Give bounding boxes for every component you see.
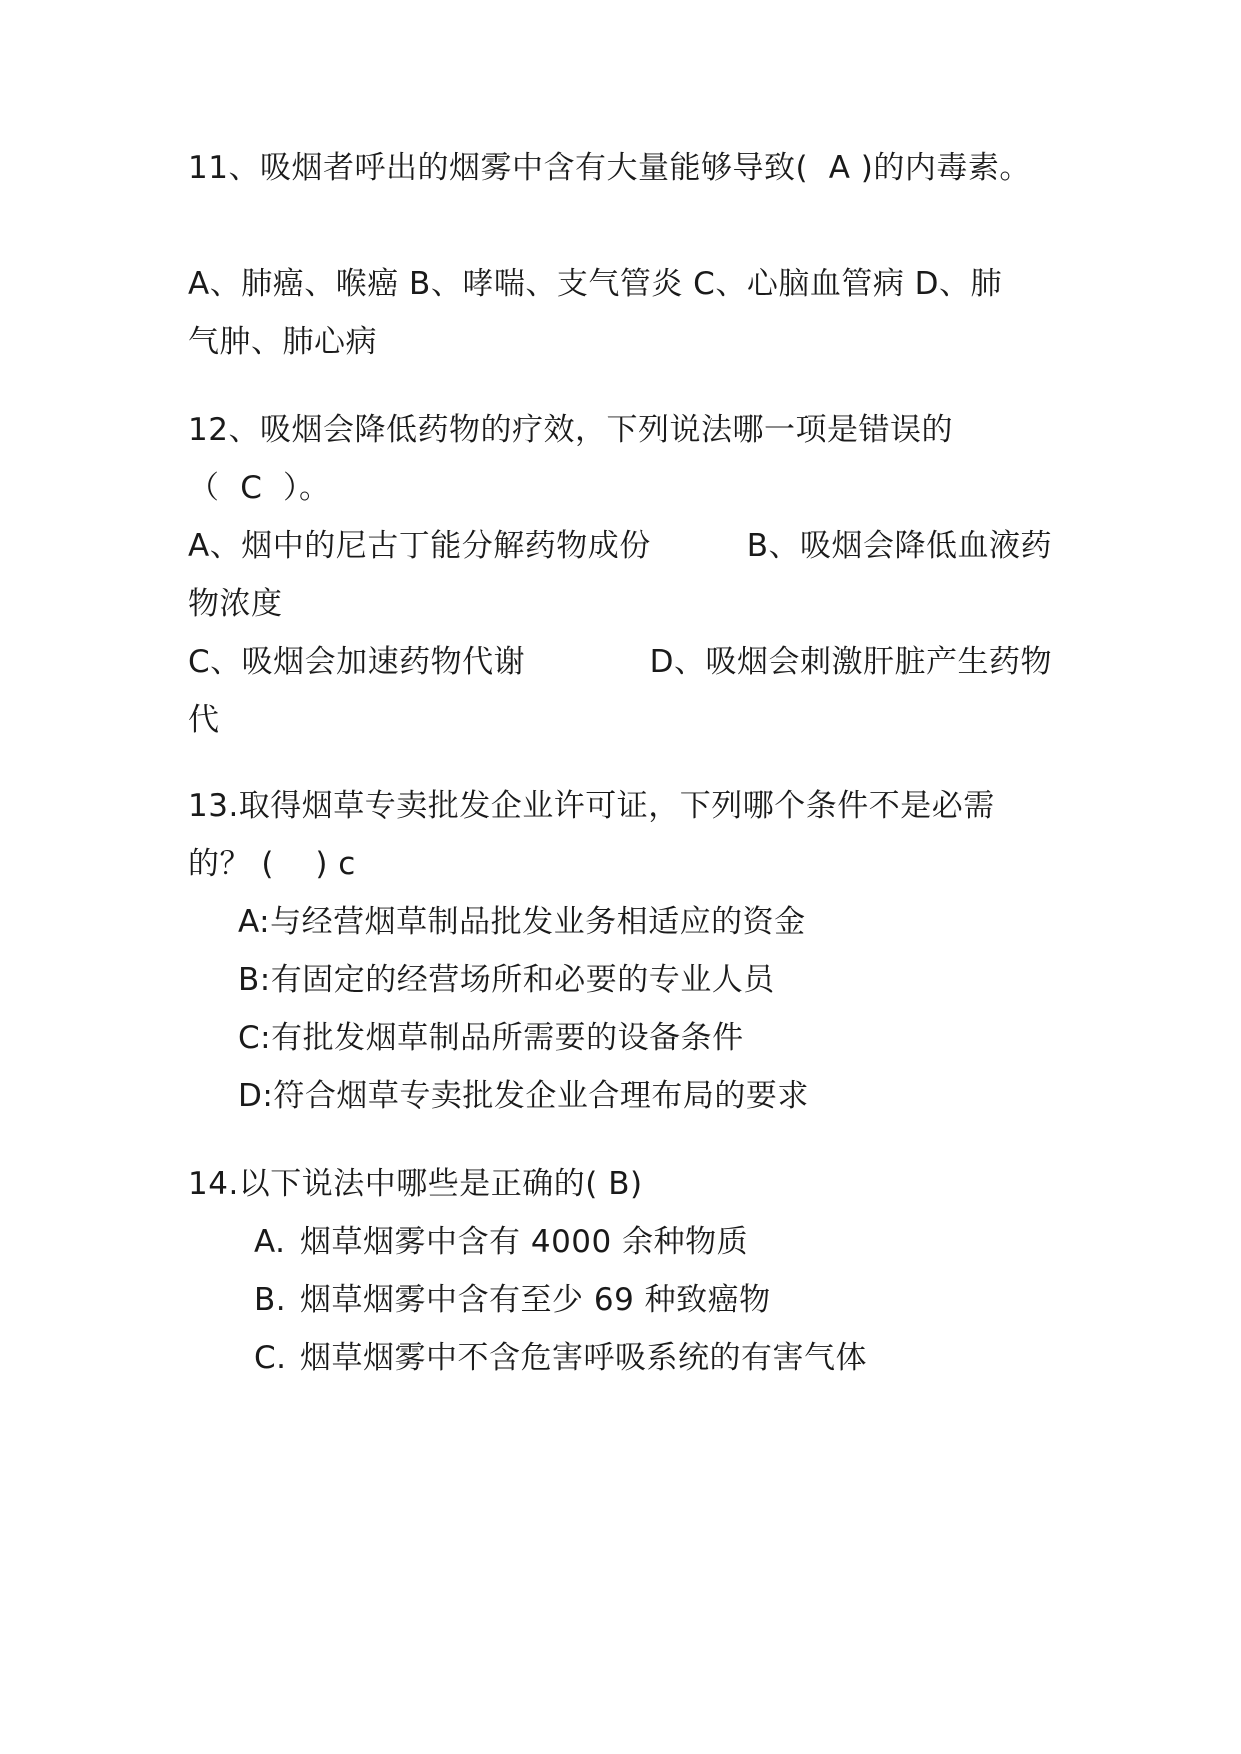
q14-option-a-text: 烟草烟雾中含有 4000 余种物质 [300, 1224, 749, 1260]
q12-option-b: B、吸烟会降低血液药 [746, 528, 1052, 564]
q14-option-c-label: C. [254, 1340, 287, 1376]
q12-option-d-cont: 代 [188, 702, 220, 738]
q14-stem: 14.以下说法中哪些是正确的( B) [188, 1166, 643, 1202]
q12-option-d: D、吸烟会刺激肝脏产生药物 [649, 644, 1052, 680]
q14-option-c-text: 烟草烟雾中不含危害呼吸系统的有害气体 [300, 1340, 867, 1376]
q12-options-row2 [188, 642, 1052, 682]
q14-option-a [254, 1222, 748, 1262]
q13-option-a: A:与经营烟草制品批发业务相适应的资金 [238, 904, 806, 940]
q12-stem-line2: （ C ）。 [188, 470, 331, 506]
q14-option-a-label: A. [254, 1224, 286, 1260]
q14-option-c [254, 1338, 867, 1378]
q13-option-c: C:有批发烟草制品所需要的设备条件 [238, 1020, 744, 1056]
q13-option-d: D:符合烟草专卖批发企业合理布局的要求 [238, 1078, 809, 1114]
q11-options-line1: A、肺癌、喉癌 B、哮喘、支气管炎 C、心脑血管病 D、肺 [188, 266, 1003, 302]
q12-option-c: C、吸烟会加速药物代谢 [188, 644, 526, 680]
q14-option-b-label: B. [254, 1282, 287, 1318]
q13-stem-line1: 13.取得烟草专卖批发企业许可证，下列哪个条件不是必需 [188, 788, 995, 824]
q11-stem: 11、吸烟者呼出的烟雾中含有大量能够导致( A )的内毒素。 [188, 150, 1031, 186]
q12-stem-line1: 12、吸烟会降低药物的疗效，下列说法哪一项是错误的 [188, 412, 953, 448]
q12-option-a: A、烟中的尼古丁能分解药物成份 [188, 528, 651, 564]
q14-option-b [254, 1280, 771, 1320]
q12-option-b-cont: 物浓度 [188, 586, 283, 622]
q12-options-row1 [188, 526, 1052, 566]
q13-stem-line2: 的？ ( ) c [188, 846, 356, 882]
q14-option-b-text: 烟草烟雾中含有至少 69 种致癌物 [300, 1282, 771, 1318]
q11-options-line2: 气肿、肺心病 [188, 324, 377, 360]
q13-option-b: B:有固定的经营场所和必要的专业人员 [238, 962, 775, 998]
